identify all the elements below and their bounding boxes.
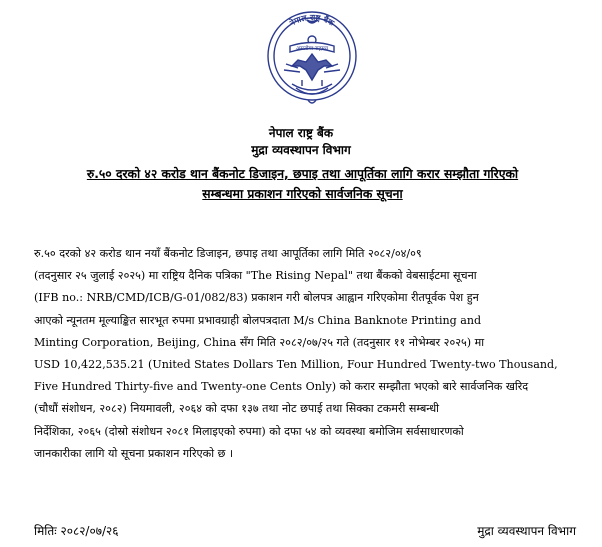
nrb-logo <box>262 6 362 112</box>
issuer-name: नेपाल राष्ट्र बैंक <box>268 126 334 140</box>
body-line: Minting Corporation, Beijing, China सँग मिति २०८२/०७/२५ गते (तदनुसार ११ नोभेम्बर २०२५) मा <box>34 335 485 349</box>
body-line: निर्देशिका, २०६५ (दोस्रो संशोधन २०८१ मिलाइएको रुपमा) को दफा ५४ को व्यवस्था बमोजिम सर्वसाधारणको <box>34 424 464 438</box>
issuer-department: मुद्रा व्यवस्थापन विभाग <box>251 143 351 157</box>
logo-motto: असतोमा सद्गमय <box>295 46 329 52</box>
body-line: रु.५० दरको ४२ करोड थान नयाँ बैंकनोट डिजाइन, छपाइ तथा आपूर्तिका लागि मिति २०८२/०४/०९ <box>34 247 422 260</box>
notice-date: मितिः २०८२/०७/२६ <box>34 524 119 538</box>
body-line: (IFB no.: NRB/CMD/ICB/G-01/082/83) प्रकाशन गरी बोलपत्र आह्वान गरिएकोमा रीतपूर्वक पेश हुन <box>34 291 479 305</box>
body-line: (चौधौं संशोधन, २०८२) नियमावली, २०६४ को दफा १३७ तथा नोट छपाई तथा सिक्का टकमरी सम्बन्धी <box>34 402 440 416</box>
body-line: जानकारीका लागि यो सूचना प्रकाशन गरिएको छ । <box>34 446 234 460</box>
notice-title-line-2: सम्बन्धमा प्रकाशन गरिएको सार्वजनिक सूचना <box>202 187 403 201</box>
signatory-department: मुद्रा व्यवस्थापन विभाग <box>477 524 576 538</box>
notice-title-line-1: रु.५० दरको ४२ करोड थान बैंकनोट डिजाइन, छपाइ तथा आपूर्तिका लागि करार सम्झौता गरिएको <box>86 167 519 181</box>
body-line: USD 10,422,535.21 (United States Dollars Ten Million, Four Hundred Twenty-two Thousand, <box>34 358 558 372</box>
body-line: आएको न्यूनतम मूल्याङ्कित सारभूत रुपमा प्रभावग्राही बोलपत्रदाता M/s China Banknote Printing and <box>34 313 482 327</box>
body-line: Five Hundred Thirty-five and Twenty-one Cents Only) को करार सम्झौता भएको बारे सार्वजनिक खरिद <box>34 380 529 394</box>
logo-arc-text: नेपाल राष्ट्र बैंक <box>288 12 336 28</box>
body-line: (तदनुसार २५ जुलाई २०२५) मा राष्ट्रिय दैनिक पत्रिका "The Rising Nepal" तथा बैंकको वेबसाईटमा सूचना <box>34 269 477 283</box>
notice-body <box>34 243 578 465</box>
